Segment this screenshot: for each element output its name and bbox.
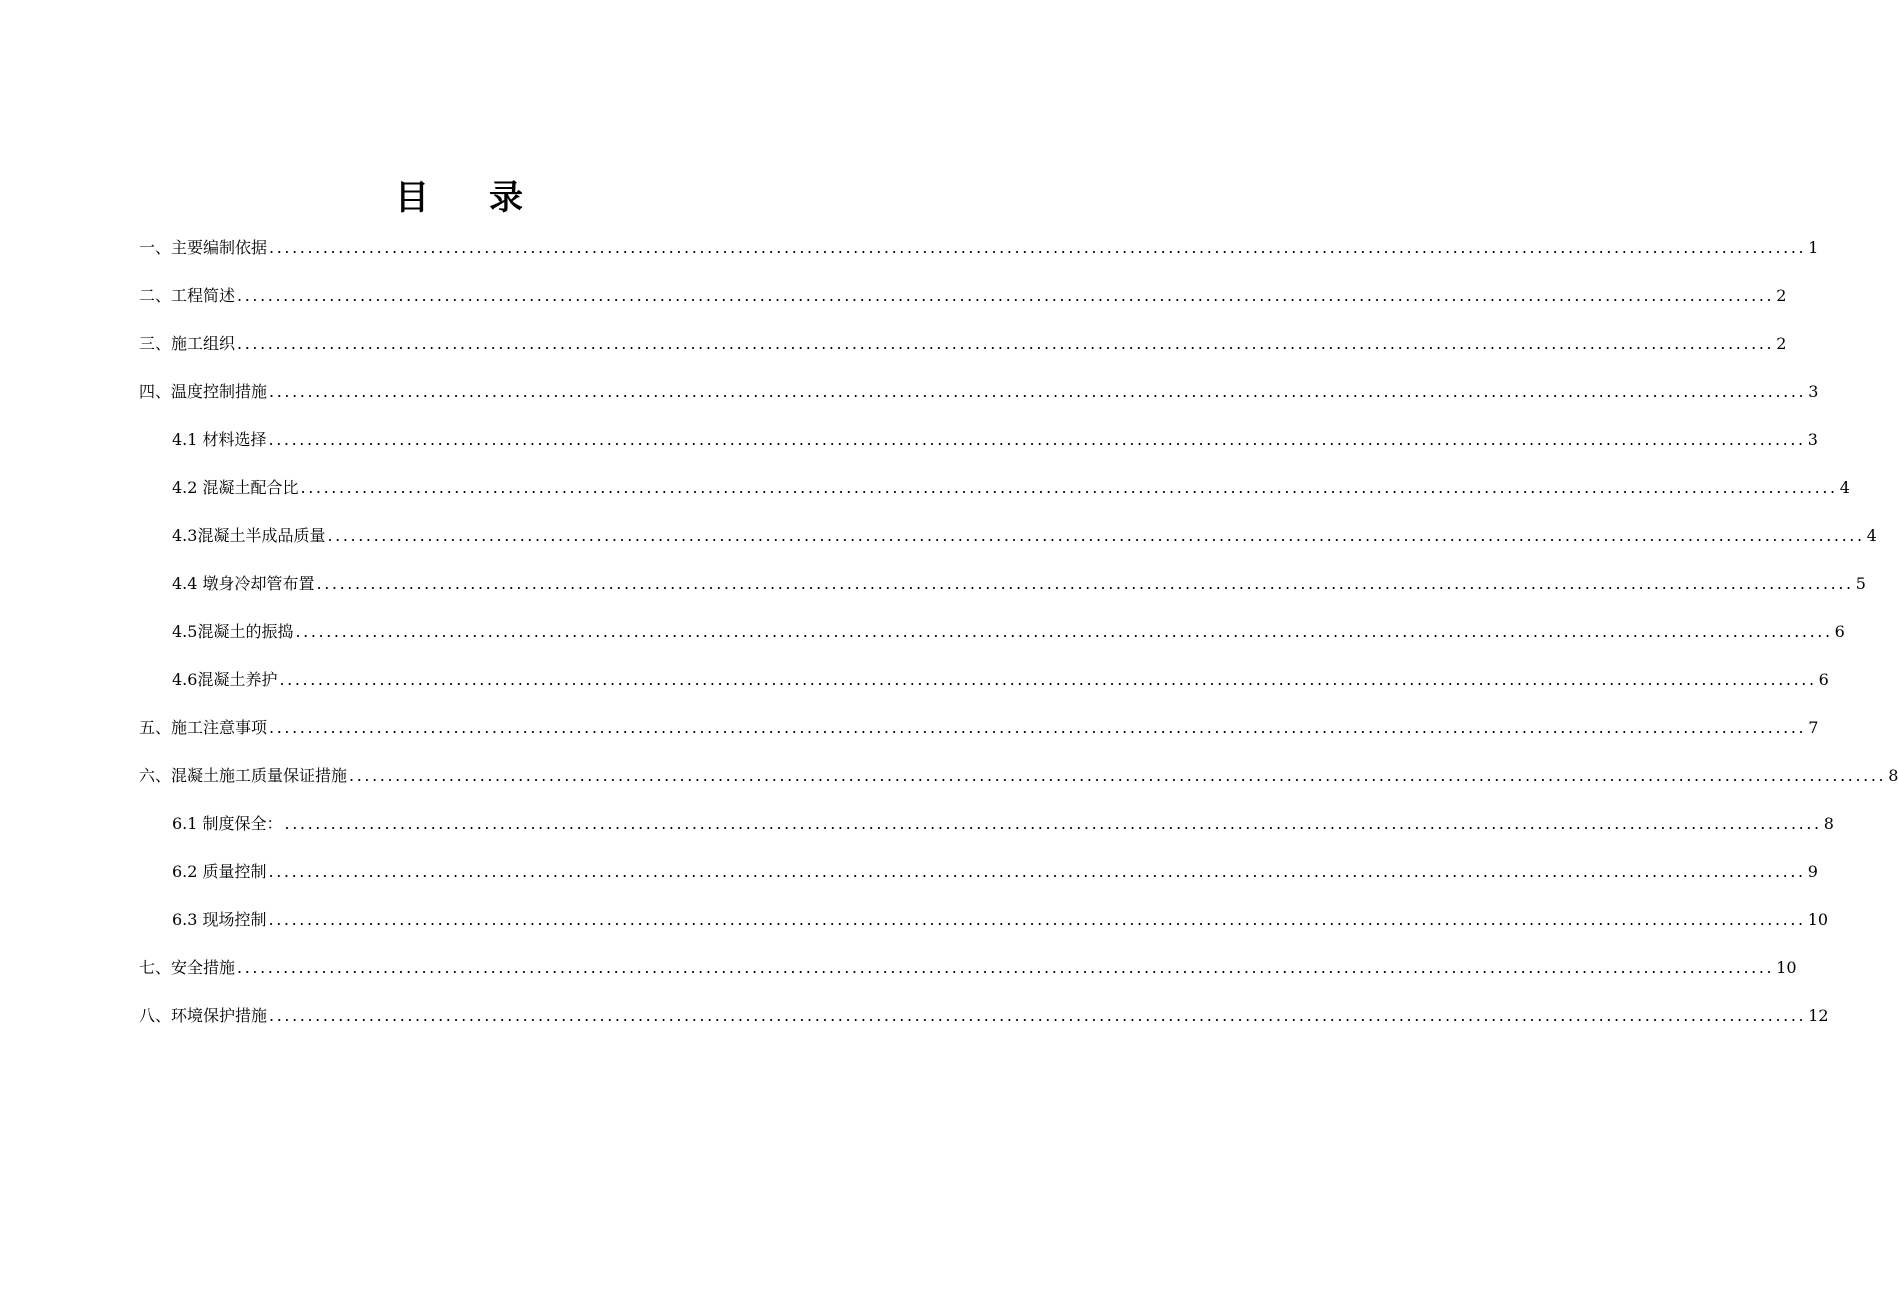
toc-entry-page: 8 bbox=[1823, 814, 1834, 833]
toc-entry[interactable] bbox=[172, 474, 1850, 502]
toc-leader-dots: ........................................................................................................................................................................................................ bbox=[269, 382, 1807, 401]
toc-entry[interactable] bbox=[172, 426, 1818, 454]
toc-leader-dots: ........................................................................................................................................................................................................ bbox=[269, 1006, 1807, 1025]
toc-entry-label: 4.1 材料选择 bbox=[172, 430, 267, 449]
toc-entry-page: 5 bbox=[1855, 574, 1866, 593]
toc-entry[interactable] bbox=[139, 762, 1898, 790]
toc-entry[interactable] bbox=[139, 1002, 1829, 1030]
toc-entry-label: 八、环境保护措施 bbox=[139, 1006, 268, 1025]
toc-entry-page: 10 bbox=[1776, 958, 1797, 977]
toc-entry[interactable] bbox=[139, 378, 1819, 406]
toc-entry-label: 4.3混凝土半成品质量 bbox=[172, 526, 326, 545]
toc-entry-label: 三、施工组织 bbox=[139, 334, 236, 353]
toc-entry[interactable] bbox=[172, 906, 1829, 934]
toc-entry-page: 2 bbox=[1776, 334, 1787, 353]
toc-entry[interactable] bbox=[172, 666, 1829, 694]
toc-leader-dots: ........................................................................................................................................................................................................ bbox=[316, 574, 1854, 593]
toc-entry[interactable] bbox=[139, 330, 1787, 358]
toc-entry[interactable] bbox=[139, 714, 1819, 742]
toc-entry-page: 4 bbox=[1839, 478, 1850, 497]
toc-entry[interactable] bbox=[172, 570, 1866, 598]
toc-entry-label: 五、施工注意事项 bbox=[139, 718, 268, 737]
toc-entry-label: 6.3 现场控制 bbox=[172, 910, 267, 929]
toc-leader-dots: ........................................................................................................................................................................................................ bbox=[237, 334, 1775, 353]
toc-entry-page: 9 bbox=[1807, 862, 1818, 881]
toc-entry-label: 6.2 质量控制 bbox=[172, 862, 267, 881]
toc-title-char-1: 目 bbox=[395, 178, 431, 218]
toc-entry-label: 4.4 墩身冷却管布置 bbox=[172, 574, 315, 593]
toc-entry-label: 4.5混凝土的振捣 bbox=[172, 622, 294, 641]
toc-entry-label: 二、工程简述 bbox=[139, 286, 236, 305]
toc-entry-label: 四、温度控制措施 bbox=[139, 382, 268, 401]
toc-leader-dots: ........................................................................................................................................................................................................ bbox=[300, 478, 1838, 497]
toc-leader-dots: ........................................................................................................................................................................................................ bbox=[268, 910, 1806, 929]
toc-entry-label: 4.2 混凝土配合比 bbox=[172, 478, 299, 497]
toc-leader-dots: ........................................................................................................................................................................................................ bbox=[327, 526, 1865, 545]
toc-leader-dots: ........................................................................................................................................................................................................ bbox=[295, 622, 1833, 641]
toc-leader-dots: ........................................................................................................................................................................................................ bbox=[237, 286, 1775, 305]
toc-leader-dots: ........................................................................................................................................................................................................ bbox=[279, 670, 1817, 689]
toc-entry-label: 一、主要编制依据 bbox=[139, 238, 268, 257]
toc-entry-label: 六、混凝土施工质量保证措施 bbox=[139, 766, 348, 785]
toc-entry[interactable] bbox=[172, 810, 1834, 838]
toc-title-char-2: 录 bbox=[489, 178, 525, 218]
toc-entry-page: 7 bbox=[1808, 718, 1819, 737]
toc-entry[interactable] bbox=[172, 522, 1877, 550]
toc-entry[interactable] bbox=[172, 618, 1845, 646]
toc-entry-label: 七、安全措施 bbox=[139, 958, 236, 977]
toc-leader-dots: ........................................................................................................................................................................................................ bbox=[269, 238, 1807, 257]
toc-entry-page: 10 bbox=[1807, 910, 1829, 929]
toc-entry-page: 4 bbox=[1866, 526, 1877, 545]
toc-entry-page: 3 bbox=[1808, 382, 1819, 401]
toc-entry[interactable] bbox=[172, 858, 1818, 886]
toc-entry-page: 2 bbox=[1776, 286, 1787, 305]
toc-entry-label: 6.1 制度保全： bbox=[172, 814, 283, 833]
toc-entry[interactable] bbox=[139, 234, 1819, 262]
toc-entry-page: 3 bbox=[1807, 430, 1818, 449]
toc-entry-label: 4.6混凝土养护 bbox=[172, 670, 278, 689]
toc-entry-page: 12 bbox=[1808, 1006, 1829, 1025]
toc-leader-dots: ........................................................................................................................................................................................................ bbox=[268, 862, 1806, 881]
toc-leader-dots: ........................................................................................................................................................................................................ bbox=[284, 814, 1822, 833]
toc-entry-page: 1 bbox=[1808, 238, 1819, 257]
toc-entry-page: 6 bbox=[1818, 670, 1829, 689]
toc-leader-dots: ........................................................................................................................................................................................................ bbox=[268, 430, 1806, 449]
toc-leader-dots: ........................................................................................................................................................................................................ bbox=[237, 958, 1775, 977]
toc-leader-dots: ........................................................................................................................................................................................................ bbox=[349, 766, 1887, 785]
toc-entry-page: 8 bbox=[1888, 766, 1898, 785]
toc-title bbox=[0, 172, 920, 224]
toc-entry[interactable] bbox=[139, 954, 1797, 982]
toc-leader-dots: ........................................................................................................................................................................................................ bbox=[269, 718, 1807, 737]
toc-entry-page: 6 bbox=[1834, 622, 1845, 641]
toc-entry[interactable] bbox=[139, 282, 1787, 310]
